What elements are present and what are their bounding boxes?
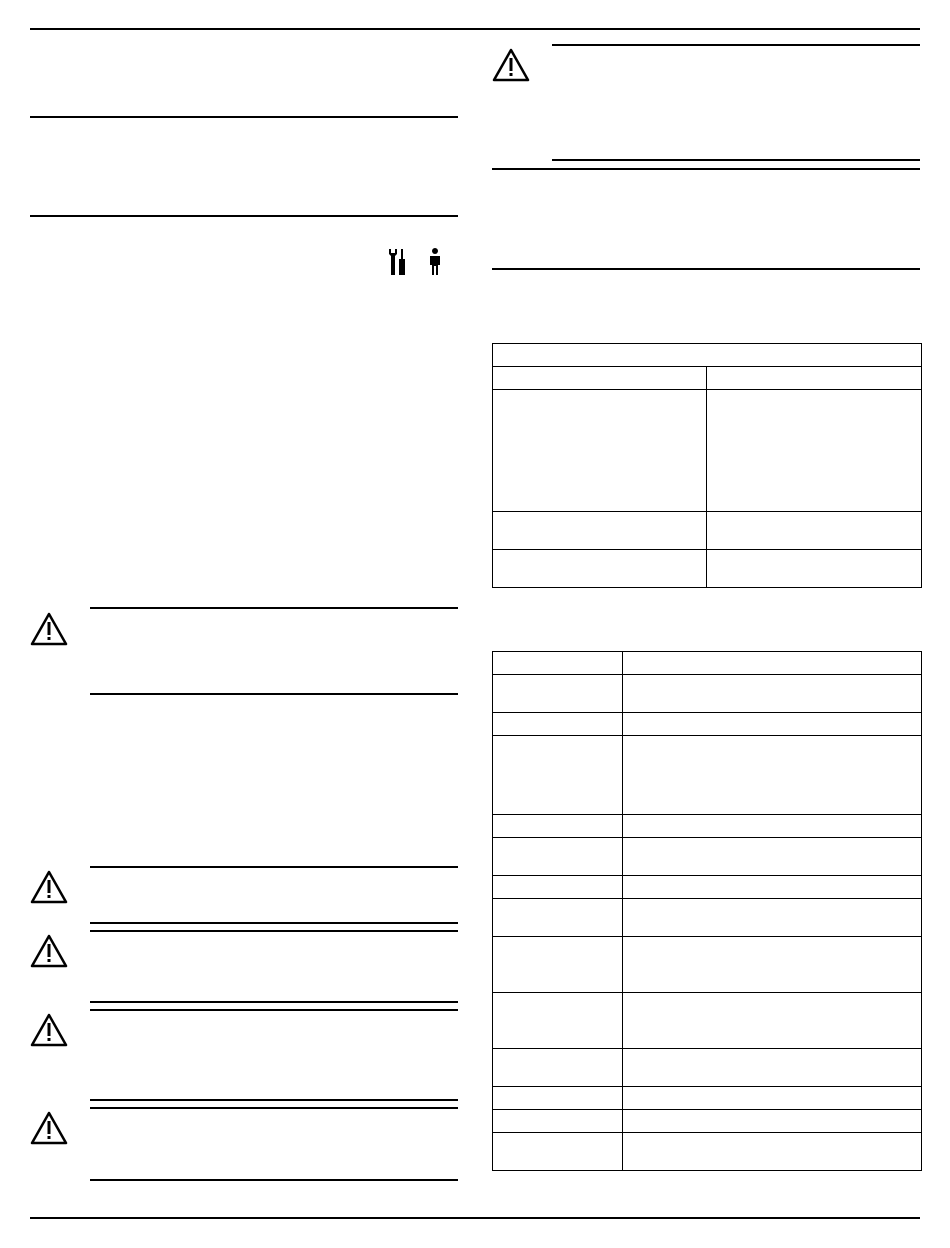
parts-table-cell xyxy=(493,815,623,838)
parts-table-cell xyxy=(493,713,623,736)
spec-table-cell xyxy=(493,390,707,512)
parts-table-cell xyxy=(623,937,922,993)
spec-table-cell xyxy=(493,512,707,550)
spec-table-header-cell xyxy=(707,367,922,390)
parts-table-cell xyxy=(493,652,623,675)
parts-table-cell xyxy=(493,838,623,876)
parts-table-cell xyxy=(493,993,623,1049)
parts-table-cell xyxy=(623,899,922,937)
parts-table-cell xyxy=(493,736,623,815)
parts-table-cell xyxy=(623,1049,922,1087)
parts-table-cell xyxy=(493,1087,623,1110)
parts-table-cell xyxy=(623,736,922,815)
parts-table-cell xyxy=(493,899,623,937)
wrench-screwdriver-icon xyxy=(386,248,408,276)
parts-table-cell xyxy=(493,1110,623,1133)
warning-4-top-rule xyxy=(90,1009,458,1011)
warning-3-bottom-rule xyxy=(90,1001,458,1003)
parts-table xyxy=(492,651,922,1171)
spec-table xyxy=(492,343,922,588)
parts-table-cell xyxy=(623,1110,922,1133)
parts-table-cell xyxy=(623,652,922,675)
warning-4-bottom-rule xyxy=(90,1099,458,1101)
parts-table-cell xyxy=(493,1049,623,1087)
left-section-rule-1 xyxy=(30,116,458,118)
parts-table-cell xyxy=(493,876,623,899)
warning-1-top-rule xyxy=(90,607,458,609)
warning-triangle-icon xyxy=(492,48,530,82)
parts-table-cell xyxy=(623,876,922,899)
parts-table-cell xyxy=(493,1133,623,1171)
spec-table-cell xyxy=(493,550,707,588)
parts-table-cell xyxy=(623,675,922,713)
parts-table-cell xyxy=(493,675,623,713)
warning-triangle-icon xyxy=(30,612,68,646)
person-icon xyxy=(428,248,442,276)
parts-table-cell xyxy=(623,815,922,838)
page-bottom-rule xyxy=(30,1217,920,1219)
right-section-rule-1 xyxy=(492,168,920,170)
left-section-rule-2 xyxy=(30,215,458,217)
spec-table-header-cell xyxy=(493,367,707,390)
parts-table-cell xyxy=(623,1087,922,1110)
warning-triangle-icon xyxy=(30,1111,68,1145)
spec-table-cell xyxy=(707,550,922,588)
right-section-rule-2 xyxy=(492,268,920,270)
warning-5-bottom-rule xyxy=(90,1179,458,1181)
right-warning-top-rule xyxy=(552,44,920,46)
parts-table-cell xyxy=(623,838,922,876)
warning-2-bottom-rule xyxy=(90,922,458,924)
right-warning-bottom-rule xyxy=(552,159,920,161)
spec-table-cell xyxy=(707,512,922,550)
service-icons xyxy=(386,248,442,276)
warning-2-top-rule xyxy=(90,866,458,868)
parts-table-cell xyxy=(623,1133,922,1171)
warning-triangle-icon xyxy=(30,1013,68,1047)
warning-triangle-icon xyxy=(30,870,68,904)
warning-5-top-rule xyxy=(90,1107,458,1109)
warning-3-top-rule xyxy=(90,930,458,932)
parts-table-cell xyxy=(623,993,922,1049)
warning-1-bottom-rule xyxy=(90,693,458,695)
warning-triangle-icon xyxy=(30,934,68,968)
parts-table-cell xyxy=(493,937,623,993)
spec-table-caption xyxy=(493,344,922,367)
parts-table-cell xyxy=(623,713,922,736)
page-top-rule xyxy=(30,28,920,30)
spec-table-cell xyxy=(707,390,922,512)
